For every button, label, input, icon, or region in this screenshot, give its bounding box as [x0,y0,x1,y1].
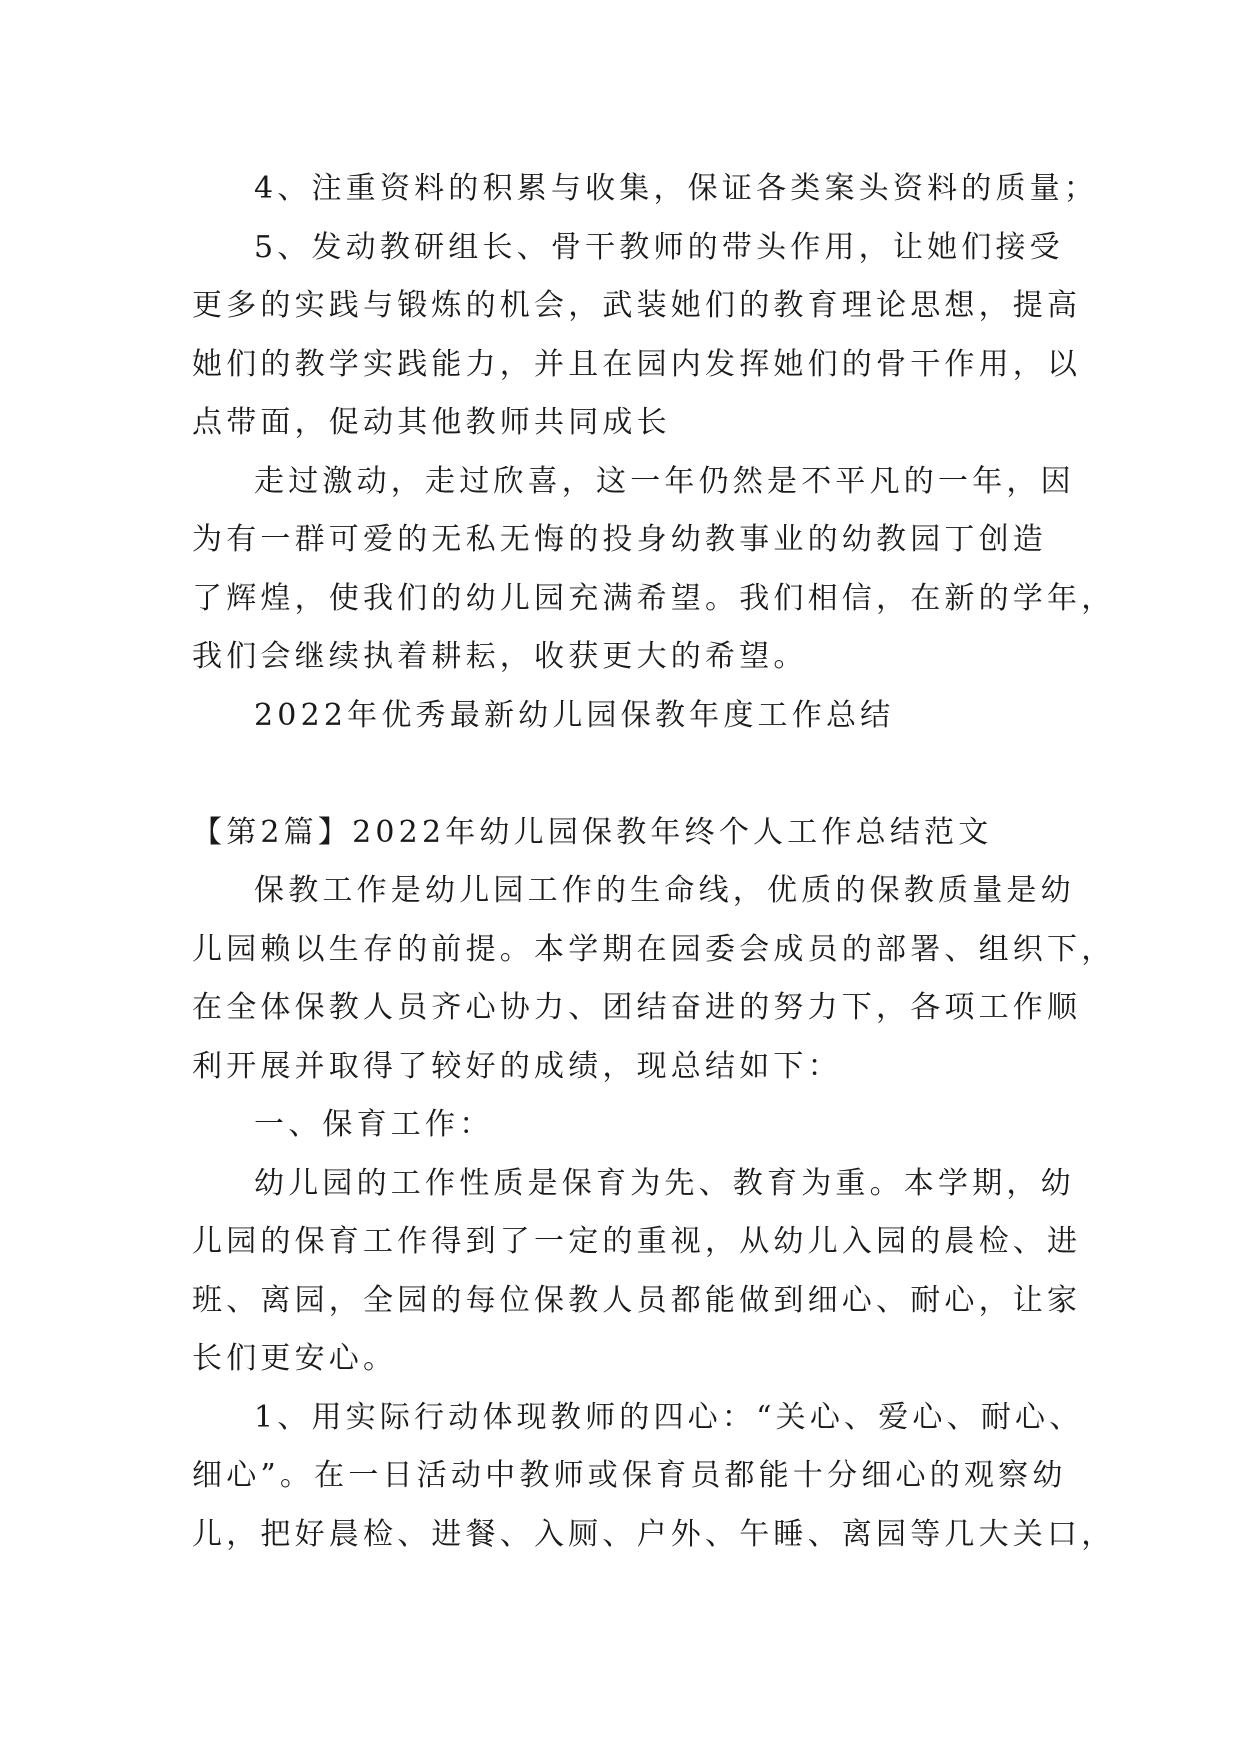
text-line: 了辉煌，使我们的幼儿园充满希望。我们相信，在新的学年， [192,580,1116,616]
text-line: 利开展并取得了较好的成绩，现总结如下： [192,1048,842,1084]
text-line: 班、离园，全园的每位保教人员都能做到细心、耐心，让家 [192,1282,1082,1318]
text-line: 儿，把好晨检、进餐、入厕、户外、午睡、离园等几大关口， [192,1516,1116,1552]
text-line: 长们更安心。 [192,1341,398,1376]
text-line: 儿园赖以生存的前提。本学期在园委会成员的部署、组织下， [192,931,1116,967]
text-line: 我们会继续执着耕耘，收获更大的希望。 [192,639,808,674]
article-heading: 【第2篇】2022年幼儿园保教年终个人工作总结范文 [192,814,993,850]
text-line: 点带面，促动其他教师共同成长 [192,405,671,440]
text-line: 5、发动教研组长、骨干教师的带头作用，让她们接受 [254,229,1064,265]
text-line: 4、注重资料的积累与收集，保证各类案头资料的质量； [254,171,1099,206]
text-line: 走过激动，走过欣喜，这一年仍然是不平凡的一年，因 [254,463,1075,499]
document-body [192,160,1116,1564]
text-line: 幼儿园的工作性质是保育为先、教育为重。本学期，幼 [254,1165,1075,1201]
section-heading: 一、保育工作： [254,1107,494,1142]
section-subtitle: 2022年优秀最新幼儿园保教年度工作总结 [254,697,895,733]
text-line: 她们的教学实践能力，并且在园内发挥她们的骨干作用，以 [192,346,1082,382]
text-line: 为有一群可爱的无私无悔的投身幼教事业的幼教园丁创造 [192,522,1047,557]
text-line: 儿园的保育工作得到了一定的重视，从幼儿入园的晨检、进 [192,1224,1082,1259]
text-line: 保教工作是幼儿园工作的生命线，优质的保教质量是幼 [254,873,1075,908]
text-line: 1、用实际行动体现教师的四心：“关心、爱心、耐心、 [254,1399,1084,1435]
text-line: 更多的实践与锻炼的机会，武装她们的教育理论思想，提高 [192,288,1082,323]
blank-line [192,745,1072,804]
text-line: 细心”。在一日活动中教师或保育员都能十分细心的观察幼 [192,1458,1067,1493]
text-line: 在全体保教人员齐心协力、团结奋进的努力下，各项工作顺 [192,990,1082,1025]
